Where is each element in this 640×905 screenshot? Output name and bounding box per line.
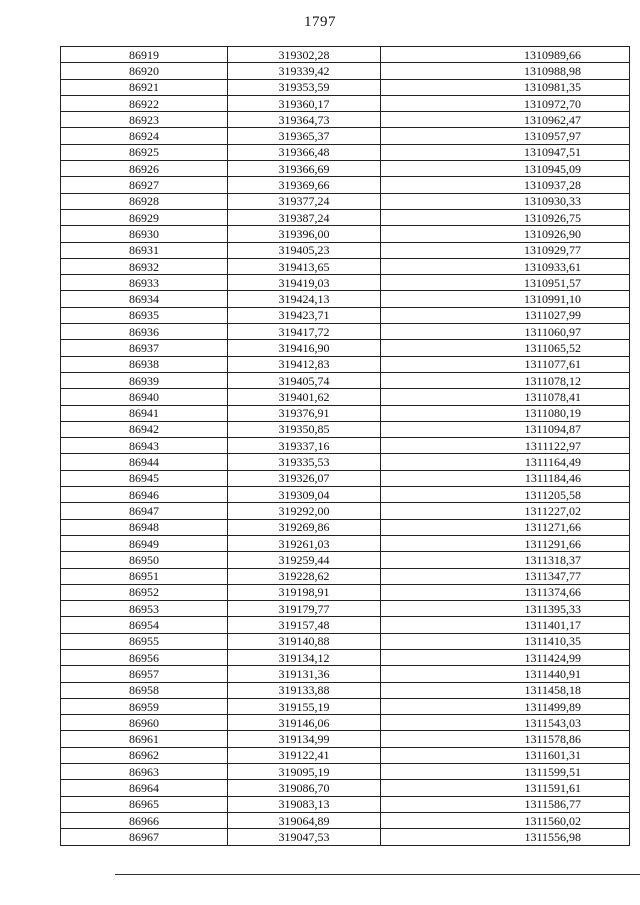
y-coordinate-cell: 1311271,66	[381, 519, 630, 535]
point-id-cell: 86920	[61, 63, 228, 79]
x-coordinate-cell: 319309,04	[228, 487, 381, 503]
x-coordinate-cell: 319353,59	[228, 79, 381, 95]
point-id-cell: 86945	[61, 470, 228, 486]
x-coordinate-cell: 319095,19	[228, 764, 381, 780]
table-row	[61, 372, 630, 388]
y-coordinate-cell: 1310972,70	[381, 95, 630, 111]
table-row	[61, 291, 630, 307]
point-id-cell: 86959	[61, 698, 228, 714]
y-coordinate-cell: 1311586,77	[381, 796, 630, 812]
point-id-cell: 86956	[61, 649, 228, 665]
y-coordinate-cell: 1311591,61	[381, 780, 630, 796]
x-coordinate-cell: 319413,65	[228, 258, 381, 274]
y-coordinate-cell: 1311060,97	[381, 324, 630, 340]
table-row	[61, 79, 630, 95]
y-coordinate-cell: 1311291,66	[381, 535, 630, 551]
table-row	[61, 535, 630, 551]
y-coordinate-cell: 1311080,19	[381, 405, 630, 421]
point-id-cell: 86919	[61, 47, 228, 63]
table-row	[61, 389, 630, 405]
table-row	[61, 519, 630, 535]
table-row	[61, 63, 630, 79]
point-id-cell: 86965	[61, 796, 228, 812]
y-coordinate-cell: 1311578,86	[381, 731, 630, 747]
y-coordinate-cell: 1311599,51	[381, 764, 630, 780]
table-row	[61, 829, 630, 845]
point-id-cell: 86960	[61, 715, 228, 731]
point-id-cell: 86935	[61, 307, 228, 323]
coordinates-table	[60, 46, 630, 846]
point-id-cell: 86948	[61, 519, 228, 535]
table-row	[61, 503, 630, 519]
point-id-cell: 86927	[61, 177, 228, 193]
y-coordinate-cell: 1310933,61	[381, 258, 630, 274]
y-coordinate-cell: 1310991,10	[381, 291, 630, 307]
y-coordinate-cell: 1311078,12	[381, 372, 630, 388]
table-row	[61, 128, 630, 144]
x-coordinate-cell: 319179,77	[228, 601, 381, 617]
point-id-cell: 86930	[61, 226, 228, 242]
x-coordinate-cell: 319131,36	[228, 666, 381, 682]
table-row	[61, 649, 630, 665]
table-row	[61, 601, 630, 617]
y-coordinate-cell: 1311227,02	[381, 503, 630, 519]
point-id-cell: 86931	[61, 242, 228, 258]
x-coordinate-cell: 319387,24	[228, 209, 381, 225]
y-coordinate-cell: 1310930,33	[381, 193, 630, 209]
point-id-cell: 86937	[61, 340, 228, 356]
table-row	[61, 47, 630, 63]
point-id-cell: 86951	[61, 568, 228, 584]
table-row	[61, 731, 630, 747]
table-row	[61, 161, 630, 177]
x-coordinate-cell: 319140,88	[228, 633, 381, 649]
point-id-cell: 86949	[61, 535, 228, 551]
table-row	[61, 633, 630, 649]
point-id-cell: 86928	[61, 193, 228, 209]
x-coordinate-cell: 319133,88	[228, 682, 381, 698]
point-id-cell: 86946	[61, 487, 228, 503]
y-coordinate-cell: 1310937,28	[381, 177, 630, 193]
x-coordinate-cell: 319146,06	[228, 715, 381, 731]
table-row	[61, 421, 630, 437]
x-coordinate-cell: 319377,24	[228, 193, 381, 209]
x-coordinate-cell: 319326,07	[228, 470, 381, 486]
y-coordinate-cell: 1311347,77	[381, 568, 630, 584]
y-coordinate-cell: 1311410,35	[381, 633, 630, 649]
x-coordinate-cell: 319228,62	[228, 568, 381, 584]
point-id-cell: 86954	[61, 617, 228, 633]
table-row	[61, 95, 630, 111]
y-coordinate-cell: 1311458,18	[381, 682, 630, 698]
y-coordinate-cell: 1311164,49	[381, 454, 630, 470]
y-coordinate-cell: 1310951,57	[381, 275, 630, 291]
table-row	[61, 275, 630, 291]
point-id-cell: 86924	[61, 128, 228, 144]
point-id-cell: 86953	[61, 601, 228, 617]
x-coordinate-cell: 319369,66	[228, 177, 381, 193]
point-id-cell: 86957	[61, 666, 228, 682]
x-coordinate-cell: 319360,17	[228, 95, 381, 111]
table-row	[61, 144, 630, 160]
x-coordinate-cell: 319424,13	[228, 291, 381, 307]
x-coordinate-cell: 319419,03	[228, 275, 381, 291]
point-id-cell: 86923	[61, 112, 228, 128]
x-coordinate-cell: 319269,86	[228, 519, 381, 535]
point-id-cell: 86967	[61, 829, 228, 845]
x-coordinate-cell: 319417,72	[228, 324, 381, 340]
y-coordinate-cell: 1311078,41	[381, 389, 630, 405]
y-coordinate-cell: 1310947,51	[381, 144, 630, 160]
table-row	[61, 226, 630, 242]
point-id-cell: 86926	[61, 161, 228, 177]
x-coordinate-cell: 319134,99	[228, 731, 381, 747]
table-body	[61, 47, 630, 846]
y-coordinate-cell: 1310945,09	[381, 161, 630, 177]
y-coordinate-cell: 1310989,66	[381, 47, 630, 63]
y-coordinate-cell: 1310926,75	[381, 209, 630, 225]
x-coordinate-cell: 319157,48	[228, 617, 381, 633]
point-id-cell: 86925	[61, 144, 228, 160]
point-id-cell: 86944	[61, 454, 228, 470]
y-coordinate-cell: 1311556,98	[381, 829, 630, 845]
x-coordinate-cell: 319337,16	[228, 438, 381, 454]
x-coordinate-cell: 319122,41	[228, 747, 381, 763]
y-coordinate-cell: 1311374,66	[381, 584, 630, 600]
x-coordinate-cell: 319259,44	[228, 552, 381, 568]
table-row	[61, 715, 630, 731]
y-coordinate-cell: 1311027,99	[381, 307, 630, 323]
y-coordinate-cell: 1311395,33	[381, 601, 630, 617]
point-id-cell: 86922	[61, 95, 228, 111]
point-id-cell: 86936	[61, 324, 228, 340]
page-number: 1797	[304, 14, 336, 30]
point-id-cell: 86961	[61, 731, 228, 747]
x-coordinate-cell: 319396,00	[228, 226, 381, 242]
point-id-cell: 86933	[61, 275, 228, 291]
x-coordinate-cell: 319405,74	[228, 372, 381, 388]
table-row	[61, 617, 630, 633]
table-row	[61, 780, 630, 796]
x-coordinate-cell: 319047,53	[228, 829, 381, 845]
table-row	[61, 568, 630, 584]
y-coordinate-cell: 1311424,99	[381, 649, 630, 665]
x-coordinate-cell: 319339,42	[228, 63, 381, 79]
table-row	[61, 112, 630, 128]
x-coordinate-cell: 319134,12	[228, 649, 381, 665]
point-id-cell: 86966	[61, 812, 228, 828]
y-coordinate-cell: 1310988,98	[381, 63, 630, 79]
point-id-cell: 86947	[61, 503, 228, 519]
y-coordinate-cell: 1310981,35	[381, 79, 630, 95]
x-coordinate-cell: 319302,28	[228, 47, 381, 63]
y-coordinate-cell: 1310962,47	[381, 112, 630, 128]
y-coordinate-cell: 1310926,90	[381, 226, 630, 242]
point-id-cell: 86964	[61, 780, 228, 796]
table-row	[61, 666, 630, 682]
point-id-cell: 86940	[61, 389, 228, 405]
table-row	[61, 796, 630, 812]
x-coordinate-cell: 319292,00	[228, 503, 381, 519]
y-coordinate-cell: 1311122,97	[381, 438, 630, 454]
table-row	[61, 584, 630, 600]
y-coordinate-cell: 1311560,02	[381, 812, 630, 828]
table-row	[61, 470, 630, 486]
table-row	[61, 340, 630, 356]
table-row	[61, 682, 630, 698]
table-row	[61, 356, 630, 372]
table-row	[61, 307, 630, 323]
y-coordinate-cell: 1311184,46	[381, 470, 630, 486]
table-row	[61, 405, 630, 421]
x-coordinate-cell: 319405,23	[228, 242, 381, 258]
x-coordinate-cell: 319423,71	[228, 307, 381, 323]
x-coordinate-cell: 319416,90	[228, 340, 381, 356]
x-coordinate-cell: 319086,70	[228, 780, 381, 796]
table-row	[61, 812, 630, 828]
table-row	[61, 487, 630, 503]
y-coordinate-cell: 1311440,91	[381, 666, 630, 682]
y-coordinate-cell: 1311401,17	[381, 617, 630, 633]
point-id-cell: 86958	[61, 682, 228, 698]
y-coordinate-cell: 1311499,89	[381, 698, 630, 714]
table-row	[61, 698, 630, 714]
table-row	[61, 764, 630, 780]
x-coordinate-cell: 319401,62	[228, 389, 381, 405]
point-id-cell: 86943	[61, 438, 228, 454]
table-row	[61, 438, 630, 454]
x-coordinate-cell: 319366,69	[228, 161, 381, 177]
x-coordinate-cell: 319364,73	[228, 112, 381, 128]
point-id-cell: 86921	[61, 79, 228, 95]
table-row	[61, 454, 630, 470]
point-id-cell: 86932	[61, 258, 228, 274]
table-row	[61, 258, 630, 274]
y-coordinate-cell: 1310929,77	[381, 242, 630, 258]
table-row	[61, 209, 630, 225]
table-row	[61, 242, 630, 258]
point-id-cell: 86962	[61, 747, 228, 763]
y-coordinate-cell: 1310957,97	[381, 128, 630, 144]
x-coordinate-cell: 319261,03	[228, 535, 381, 551]
y-coordinate-cell: 1311543,03	[381, 715, 630, 731]
y-coordinate-cell: 1311205,58	[381, 487, 630, 503]
x-coordinate-cell: 319083,13	[228, 796, 381, 812]
x-coordinate-cell: 319366,48	[228, 144, 381, 160]
x-coordinate-cell: 319376,91	[228, 405, 381, 421]
table-row	[61, 324, 630, 340]
table-row	[61, 193, 630, 209]
point-id-cell: 86934	[61, 291, 228, 307]
point-id-cell: 86929	[61, 209, 228, 225]
x-coordinate-cell: 319335,53	[228, 454, 381, 470]
y-coordinate-cell: 1311077,61	[381, 356, 630, 372]
y-coordinate-cell: 1311065,52	[381, 340, 630, 356]
x-coordinate-cell: 319198,91	[228, 584, 381, 600]
point-id-cell: 86938	[61, 356, 228, 372]
table-row	[61, 177, 630, 193]
y-coordinate-cell: 1311318,37	[381, 552, 630, 568]
x-coordinate-cell: 319155,19	[228, 698, 381, 714]
bottom-divider	[115, 874, 640, 875]
point-id-cell: 86952	[61, 584, 228, 600]
point-id-cell: 86939	[61, 372, 228, 388]
x-coordinate-cell: 319412,83	[228, 356, 381, 372]
table-row	[61, 552, 630, 568]
point-id-cell: 86950	[61, 552, 228, 568]
y-coordinate-cell: 1311094,87	[381, 421, 630, 437]
x-coordinate-cell: 319365,37	[228, 128, 381, 144]
table-row	[61, 747, 630, 763]
x-coordinate-cell: 319064,89	[228, 812, 381, 828]
point-id-cell: 86955	[61, 633, 228, 649]
point-id-cell: 86963	[61, 764, 228, 780]
x-coordinate-cell: 319350,85	[228, 421, 381, 437]
point-id-cell: 86942	[61, 421, 228, 437]
point-id-cell: 86941	[61, 405, 228, 421]
y-coordinate-cell: 1311601,31	[381, 747, 630, 763]
